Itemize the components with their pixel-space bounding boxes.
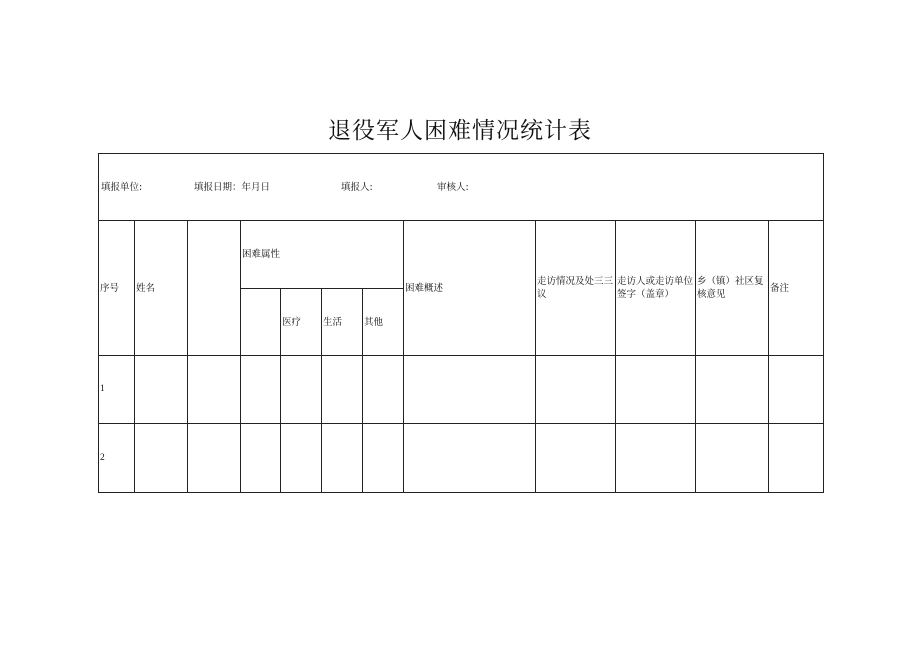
header-other: 其他 <box>363 289 404 356</box>
header-visitor-sign: 走访人或走访单位签字（盖章） <box>616 221 696 356</box>
row-cell <box>616 356 696 424</box>
statistics-table <box>98 153 824 493</box>
row-cell <box>536 424 616 493</box>
header-name: 姓名 <box>135 221 188 356</box>
row-cell <box>241 424 281 493</box>
row-cell <box>696 356 769 424</box>
header-attr-blank <box>241 289 281 356</box>
row-cell <box>616 424 696 493</box>
header-seq: 序号 <box>99 221 135 356</box>
header-blank <box>188 221 241 356</box>
row-cell <box>322 424 363 493</box>
row-cell <box>769 424 824 493</box>
row-seq: 1 <box>99 356 135 424</box>
row-cell <box>404 356 536 424</box>
row-cell <box>188 356 241 424</box>
header-difficulty-attr: 困难属性 <box>241 221 404 289</box>
fill-date-label: 填报日期：年月日 <box>194 182 271 193</box>
header-summary: 困难概述 <box>404 221 536 356</box>
header-living: 生活 <box>322 289 363 356</box>
row-cell <box>135 356 188 424</box>
page-title: 退役军人困难情况统计表 <box>328 118 592 144</box>
row-cell <box>281 424 322 493</box>
info-cell <box>99 154 824 221</box>
row-cell <box>322 356 363 424</box>
header-remarks: 备注 <box>769 221 824 356</box>
header-visit: 走访情况及处三三议 <box>536 221 616 356</box>
reviewer-label: 审核人: <box>437 182 469 193</box>
header-medical: 医疗 <box>281 289 322 356</box>
header-township-opinion: 乡（镇）社区复核意见 <box>696 221 769 356</box>
row-cell <box>188 424 241 493</box>
filler-label: 填报人: <box>341 182 373 193</box>
row-cell <box>404 424 536 493</box>
row-seq: 2 <box>99 424 135 493</box>
info-row <box>99 154 824 221</box>
row-cell <box>363 356 404 424</box>
row-cell <box>363 424 404 493</box>
row-cell <box>696 424 769 493</box>
row-cell <box>536 356 616 424</box>
row-cell <box>241 356 281 424</box>
header-row-1 <box>99 221 824 289</box>
row-cell <box>281 356 322 424</box>
fill-unit-label: 填报单位: <box>101 182 143 193</box>
table-row <box>99 356 824 424</box>
table-row <box>99 424 824 493</box>
row-cell <box>135 424 188 493</box>
row-cell <box>769 356 824 424</box>
